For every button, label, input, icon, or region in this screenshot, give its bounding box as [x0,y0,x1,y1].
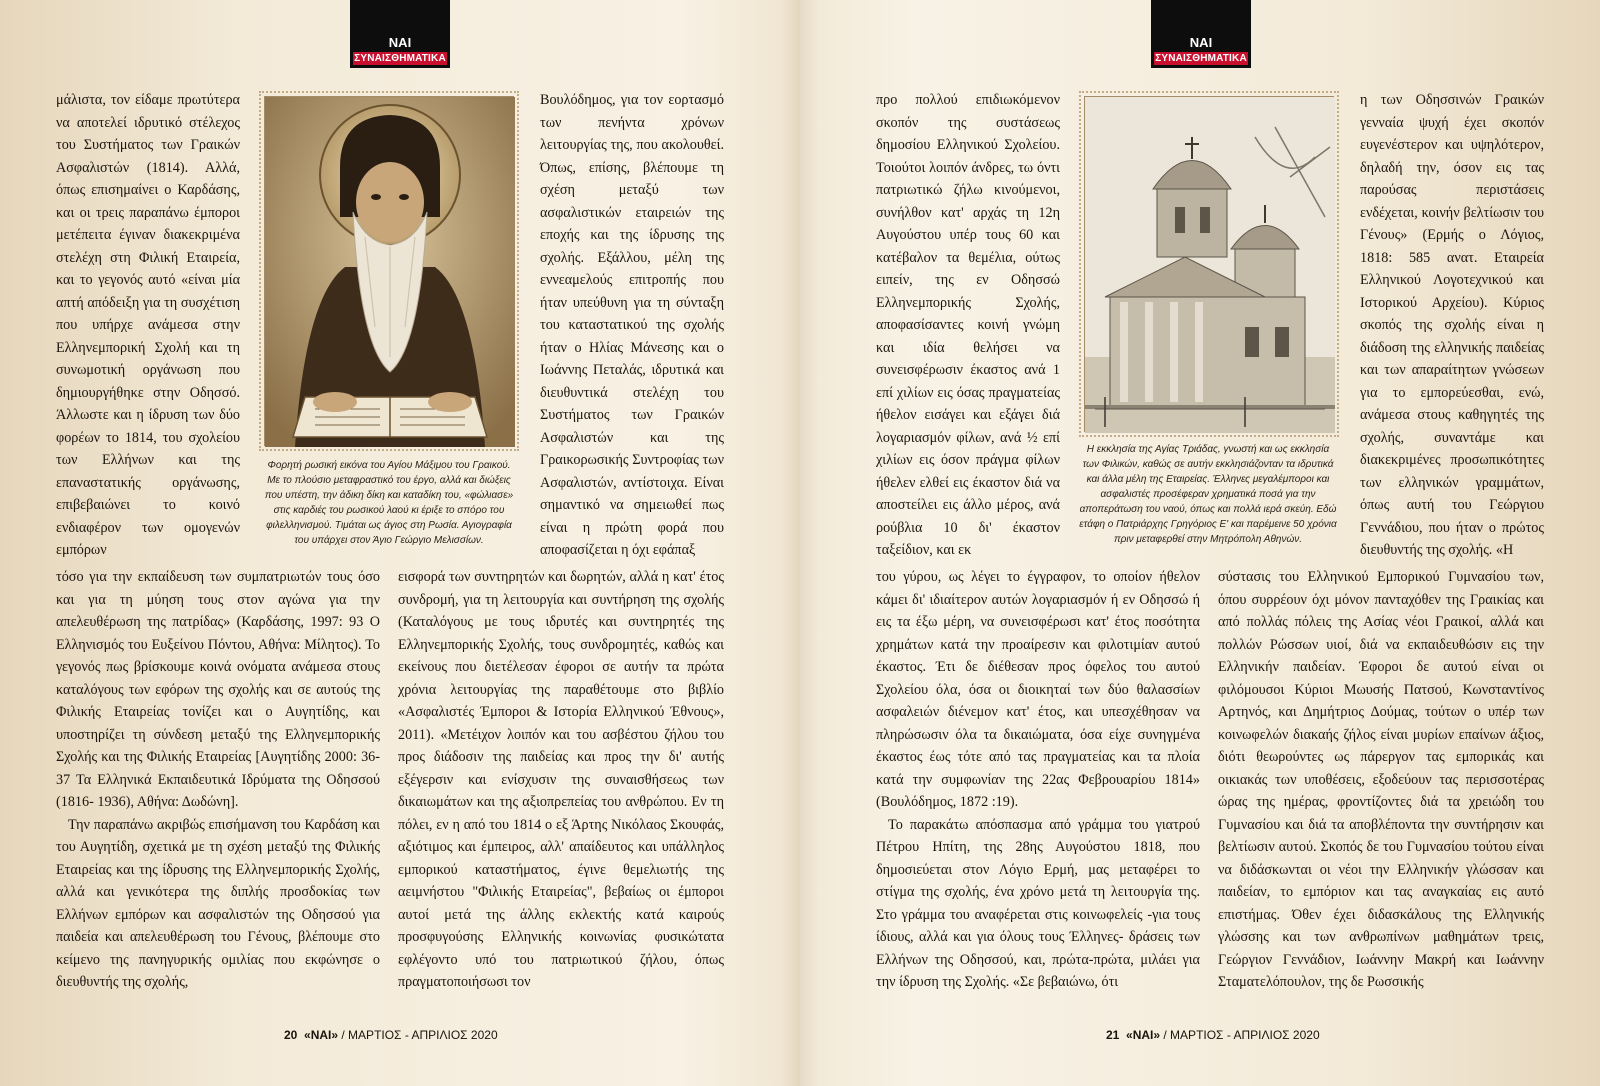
paragraph: σύστασις του Ελληνικού Εμπορικού Γυμνασίου των, όπου συρρέουν όχι μόνον πανταχόθεν της Γραικίας και από πολλάς πόλεις της Ασίας νέοι Γραικοί, αλλά και πολλών Ρώσσων υιοί, διά να εκπαιδευθώσιν εις την Ελληνικήν παιδείαν. Έφοροι δε αυτού είναι οι φιλόμουσοι Κύριοι Μωυσής Πατσού, Κωνσταντίνος Αρτηνός, και Δημήτριος Δούμας, τούτων ο υπέρ των κοινωφελών διακαής ζήλος είναι μυρίων επαίνων άξιος, διότι θεωρούντες ως πάρεργον τας εμπορικάς και οικιακάς των υποθέσεις, εξοδεύουν τας περισσοτέρας ώρας της ημέρας, φροντίζοντες διά τα χρειώδη του Γυμνασίου και διά τα αποβλέποντα την συντήρησιν και βελτίωσιν αυτού. Σκοπός δε του Γυμνασίου τούτου είναι να διδάσκωνται οι νέοι την Ελληνικήν γλώσσαν και παιδείαν, το εμπόριον και τας αναγκαίας εις αυτό επιστήμας. Όθεν έχει διδασκάλους της Ελληνικής γλώσσης και των ανθρωπίνων μαθημάτων τρεις, Γεώργιον Γεννάδιον, Ιωάννην Μακρή και Ιωάννην Σταματελόπουλον, της δε Ρωσσικής [1218,569,1544,990]
left-col2-top [540,89,724,562]
magazine-name: «ΝΑΙ» [1126,1028,1161,1042]
icon-figure [262,96,516,556]
badge-section: ΣΥΝΑΙΣΘΗΜΑΤΙΚΑ [1155,53,1247,64]
paragraph: Το παρακάτω απόσπασμα από γράμμα του γιατρού Πέτρου Ηπίτη, της 28ης Αυγούστου 1818, που δημοσιεύεται στον Λόγιο Ερμή, μας μεταφέρει το στίγμα της σχολής, ένα χρόνο μετά τη λειτουργία της. Στο γράμμα του αναφέρεται στις κοινωφελείς -για τους ίδιους, αλλά και για όλους τους Έλληνες- δράσεις των Ελλήνων της Οδησσού, και, πρώτα-πρώτα, μιλάει για την ίδρυση της Σχολής. «Σε βεβαιώνω, ότι [876,816,1200,990]
left-col1-bottom [56,566,380,994]
spine-gutter [780,0,820,1086]
issue-date: / ΜΑΡΤΙΟΣ - ΑΠΡΙΛΙΟΣ 2020 [1163,1028,1320,1042]
church-photo-icon [1085,97,1335,433]
left-col2-bottom [398,566,724,994]
paragraph: Βουλόδημος, για τον εορτασμό των πενήντα χρόνων λειτουργίας της, που ακολουθεί. Όπως, επίσης, βλέπουμε τη σχέση μεταξύ των ασφαλιστικών εταιρειών της εποχής και της ίδρυσης της σχολής. Εξάλλου, μέλη της εννεαμελούς επιτροπής που ήταν υπεύθυνη για τη σύνταξη του καταστατικού της σχολής ήταν ο Ηλίας Μάνεσης και ο Ιωάννης Πεταλάς, ιδρυτικά και διευθυντικά στελέχη του Συστήματος των Γραικών Ασφαλιστών και της Γραικορωσικής Συντροφίας των Ασφαλιστών, αντίστοιχα. Είναι σημαντικό να σημειωθεί πως είναι η πρώτη φορά που αποφασίζεται η όχι εφάπαξ [540,92,724,558]
paragraph: προ πολλού επιδιωκόμενον σκοπόν της συστάσεως δημοσίου Ελληνικού Σχολείου. Τοιούτοι λοιπόν άνδρες, τω όντι πατριωτικώ ζήλω κινούμενοι, συνήλθον κατ' αρχάς τη 12η Αυγούστου υπέρ τους 60 και κατέβαλον τα θεμέλια, ούτως ειπείν, της εν Οδησσώ Ελληνεμπορικής Σχολής, αποφασίσαντες κοινή γνώμη και ιδία θελήσει να συνεισφέρωσιν έκαστος ανά 1 επί χιλίων εις όσας πραγματείας ήθελον εισάγει και εξάγει διά λογαριασμόν φίλων, ανά ½ επί χιλίων εις όσον πράγμα φίλων ήθελεν ελθεί εις έκαστον διά να αποστείλει εις άλλο μέρος, ανά ρούβλια 10 δι' έκαστον ταξείδιον, και εκ [876,92,1060,558]
paragraph: τόσο για την εκπαίδευση των συμπατριωτών τους όσο και για τη μύηση τους στον αγώνα για την απελευθέρωση της πατρίδας» (Καρδάσης, 1997: 93 Ο Ελληνισμός του Ευξείνου Πόντου, Αθήνα: Μίλητος). Το γεγονός πως βρίσκουμε κοινά ονόματα ανάμεσα στους καταλόγους των εφόρων της σχολής και σε αυτούς της Φιλικής Εταιρείας τονίζει και ο Αυγητίδης, και υποστηρίζει τη σύνδεση μεταξύ της Ελληνεμπορικής Σχολής και της Φιλικής Εταιρείας [Αυγητίδης 2000: 36-37 Τα Ελληνικά Εκπαιδευτικά Ιδρύματα της Οδησσού (1816- 1936), Αθήνα: Δωδώνη]. [56,569,380,810]
page-footer [1106,1028,1320,1042]
paragraph: εισφορά των συντηρητών και δωρητών, αλλά η κατ' έτος συνδρομή, για τη λειτουργία και συντήρηση της σχολής (Καταλόγους με τους ιδρυτές και συντηρητές της Ελληνεμπορικής Σχολής, τους συνδρομητές, καθώς και εκείνους που διετέλεσαν έφοροι σε αυτήν τα πρώτα χρόνια λειτουργίας της παραθέτουμε στο βιβλίο «Ασφαλιστές Έμποροι & Ιστορία Ελληνικού Έθνους», 2011). «Μετέιχον λοιπόν και του ασβέστου ζήλου του προς διάδοσιν της παιδείας και προς την δι' αυτής εξέγερσιν και ενίσχυσιν της συναισθήσεως των δικαιωμάτων και της αξιοπρεπείας του ανθρώπου. Εν τη πόλει, εν η από του 1814 ο εξ Άρτης Νικόλαος Σκουφάς, αξιότιμος και έμπειρος, αλλ' απαίδευτος και υπάλληλος εμπορικού καταστήματος, έγινε θεμελιωτής της αειμνήστου "Φιλικής Εταιρείας", βεβαίως οι έμποροι αυτοί μετά της άλλης εκλεκτής κατά καιρούς προσφυγούσης Ελληνικής κοινωνίας φυσικώτατα εφλέγοντο υπό του πατριωτικού ζήλου, όπως πραγματοποιήσωσι τον [398,569,724,990]
paragraph: του γύρου, ως λέγει το έγγραφον, το οποίον ήθελον κάμει δι' ιδιαίτερον αυτών λογαριασμόν ή εν Οδησσώ ή εις τα έξω μέρη, να συνεισφέρωσι κατ' έτος ποσότητα χρημάτων κατά την προαίρεσιν και φιλοτιμίαν αυτού έκαστος. Έτι δε διέθεσαν προς όφελος του αυτού Σχολείου όλα, όσα οι διοικηταί των δύο θαλασσίων ασφαλειών διένεμον κατ' έτος, και υπεσχέθησαν να πληρώσωσιν όλα τα δικαιώματα, όσα είχε συνηγμένα έκαστος έως τότε από τας πραγματείας και τα πλοία κατά την συμφωνίαν της 22ας Φεβρουαρίου 1814» (Βουλόδημος, 1872 :19). [876,569,1200,810]
right-col2-top [1360,89,1544,562]
section-badge [1151,0,1251,68]
saint-portrait-icon [265,97,515,447]
figure-caption: Η εκκλησία της Αγίας Τριάδας, γνωστή και ως εκκλησία των Φιλικών, καθώς σε αυτήν εκκλησιάζονταν τα ιδρυτικά και άλλα μέλη της Εταιρείας. Έλληνες μεγαλέμποροι και ασφαλιστές προσέφεραν χρηματικά ποσά για την αποπεράτωση του ναού, όπως και πολλά ιερά σκεύη. Εδώ ετάφη ο Πατριάρχης Γρηγόριος Ε' και παρέμεινε 50 χρόνια πριν μεταφερθεί στην Μητρόπολη Αθηνών. [1079,444,1337,545]
issue-date: / ΜΑΡΤΙΟΣ - ΑΠΡΙΛΙΟΣ 2020 [341,1028,498,1042]
right-col1-bottom [876,566,1200,994]
figure-caption: Φορητή ρωσική εικόνα του Αγίου Μάξιμου του Γραικού. Με το πλούσιο μεταφραστικό του έργο, αλλά και διώξεις που υπέστη, την άδικη δίκη και καταδίκη του, «φώλιασε» στις καρδιές του ρωσικού λαού κι έριξε το σπόρο του φιλελληνισμού. Τιμάται ως άγιος στη Ρωσία. Αγιογραφία του υπάρχει στον Άγιο Γεώργιο Μελισσίων. [264,460,514,546]
holy-trinity-church-image [1084,96,1334,432]
badge-brand: ΝΑΙ [1189,35,1213,50]
section-badge [350,0,450,68]
page-number: 21 [1106,1028,1120,1042]
page-number: 20 [284,1028,298,1042]
badge-section: ΣΥΝΑΙΣΘΗΜΑΤΙΚΑ [354,53,446,64]
paragraph: Την παραπάνω ακριβώς επισήμανση του Καρδάση και του Αυγητίδη, σχετικά με τη σχέση μεταξύ της Φιλικής Εταιρείας και της ίδρυσης της Ελληνεμπορικής Σχολής, αλλά και γενικότερα της διπλής προσδοκίας των Ελλήνων εμπόρων και ασφαλιστών της Οδησσού για παιδεία και απελευθέρωση του Γένους, βλέπουμε στο κείμενο της πανηγυρικής ομιλίας που εκφώνησε ο διευθυντής της σχολής, [56,816,380,990]
magazine-name: «ΝΑΙ» [304,1028,339,1042]
saint-maximus-icon-image [264,96,514,446]
paragraph: μάλιστα, τον είδαμε πρωτύτερα να αποτελεί ιδρυτικό στέλεχος του Συστήματος των Γραικών Ασφαλιστών (1814). Αλλά, όπως επισημαίνει ο Καρδάσης, και οι τρεις παραπάνω έμποροι μετέπειτα έγιναν διακεκριμένα στελέχη στη Φιλική Εταιρεία, και το γεγονός αυτό «είναι μία απτή απόδειξη για τη συσχέτιση που υπήρχε ανάμεσα στην Ελληνεμπορική Σχολή και τη συνωμοτική οργάνωση που δημιουργήθηκε στην Οδησσό. Άλλωστε και η ίδρυση των δύο φορέων το 1814, του σχολείου των Ελλήνων και της επαναστατικής οργάνωσης, επιβεβαιώνει το κοινό ενδιαφέρον των ομογενών εμπόρων [56,92,240,558]
right-col2-bottom [1218,566,1544,994]
page-footer [284,1028,498,1042]
paragraph: η των Οδησσινών Γραικών γενναία ψυχή έχει σκοπόν ευγενέστερον και υψηλότερον, δηλαδή την, όσον εις τας παρούσας περιστάσεις ενδέχεται, κοινήν βελτίωσιν του Γένους» (Ερμής ο Λόγιος, 1818: 585 ανατ. Εταιρεία Ελληνικού Λογοτεχνικού και Ιστορικού Αρχείου). Κύριος σκοπός της σχολής είναι η διάδοση της ελληνικής παιδείας και των απαραίτητων γνώσεων για το εμπορεύεσθαι, ενώ, ανάμεσα στους καθηγητές της σχολής, συναντάμε και διακεκριμένες προσωπικότητες των ελληνικών γραμμάτων, όπως αυτή του Γεώργιου Γεννάδιου, που ήταν ο πρώτος διευθυντής της σχολής. «Η [1360,92,1544,558]
badge-brand: ΝΑΙ [388,35,412,50]
left-col1-top [56,89,240,562]
right-col1-top [876,89,1060,562]
church-figure [1078,96,1338,556]
right-page [800,0,1600,1086]
